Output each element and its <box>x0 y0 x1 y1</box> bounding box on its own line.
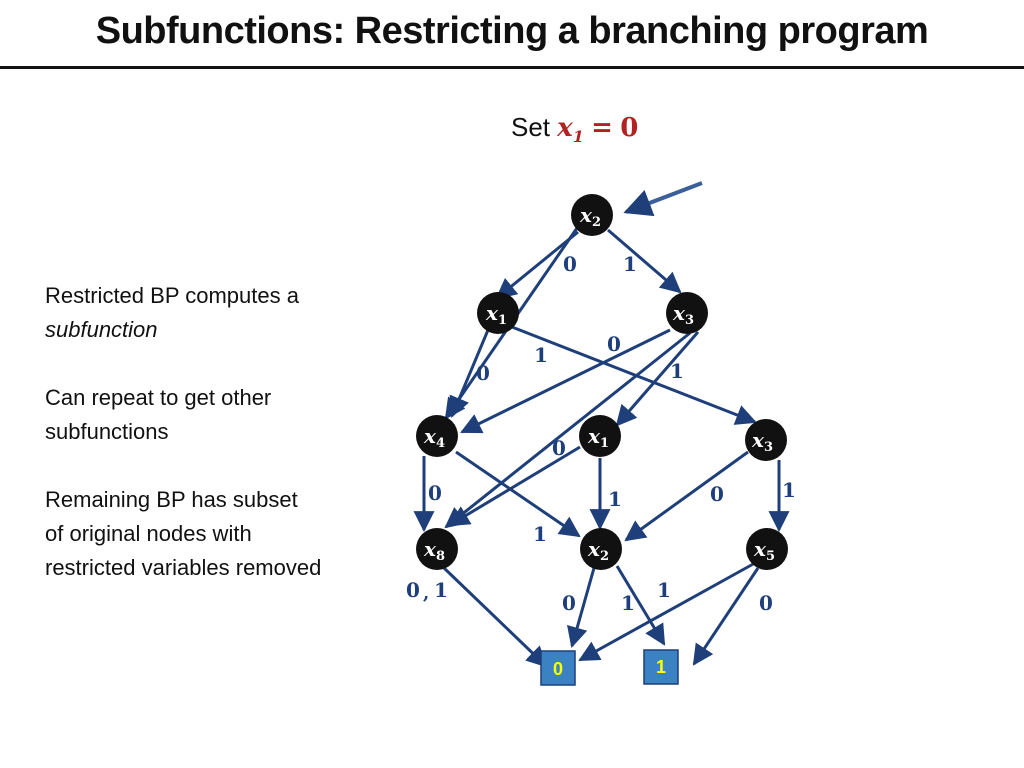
pointer-arrow <box>626 183 702 212</box>
svg-text:x3: $x_3$ <box>673 301 694 328</box>
svg-text:x2: $x_2$ <box>580 203 601 230</box>
node-x2-middle <box>580 528 622 570</box>
edge-label: 0 <box>562 591 576 615</box>
edge-x3-x4 <box>462 330 670 432</box>
node-x1-left <box>477 292 519 334</box>
edge-x2-x3 <box>608 230 680 292</box>
svg-text:x4: $x_4$ <box>424 424 445 451</box>
svg-text:x3: $x_3$ <box>752 428 773 455</box>
edge-x5-one <box>694 568 758 664</box>
set-prefix: Set <box>511 112 551 142</box>
edge-label: 0 <box>428 481 442 505</box>
set-equals: = <box>591 113 613 143</box>
node-x8 <box>416 528 458 570</box>
sink-one-label: 1 <box>655 657 667 677</box>
edge-label: 0 <box>710 482 724 506</box>
edge-label: 1 <box>621 591 635 615</box>
svg-text:x2: $x_2$ <box>588 537 609 564</box>
para-remaining-line1: Remaining BP has subset <box>45 487 298 512</box>
edge-label: 0 <box>476 361 490 385</box>
edge-x3rr-x2m <box>626 452 748 540</box>
para-repeat-line1: Can repeat to get other <box>45 385 272 410</box>
node-x1-middle <box>579 415 621 457</box>
para-repeat-line2: subfunctions <box>45 419 169 444</box>
node-x2-root <box>571 194 613 236</box>
edge-label: 1 <box>534 343 548 367</box>
edge-label: 1 <box>782 478 796 502</box>
para-remaining-line2: of original nodes with <box>45 521 252 546</box>
svg-text:x1: $x_1$ <box>588 424 609 451</box>
sink-one <box>644 650 678 684</box>
node-x5 <box>746 528 788 570</box>
set-var-subscript: 1 <box>572 127 584 147</box>
edge-label: 0 <box>552 436 566 460</box>
svg-text:x8: $x_8$ <box>424 537 445 564</box>
para-restricted-line2: subfunction <box>45 317 158 342</box>
svg-text:x5: $x_5$ <box>754 537 775 564</box>
para-restricted-line1: Restricted BP computes a <box>45 283 299 308</box>
para-remaining-line3: restricted variables removed <box>45 555 322 580</box>
node-x4 <box>416 415 458 457</box>
edge-label: 1 <box>623 252 637 276</box>
edge-label: 0 <box>607 332 621 356</box>
svg-text:x1: $x_1$ <box>486 301 507 328</box>
edge-x3-x1m <box>617 332 698 425</box>
edge-label: 0 <box>759 591 773 615</box>
edge-x8-zero <box>444 568 546 666</box>
node-x3-far-right <box>745 419 787 461</box>
edge-label: 1 <box>608 487 622 511</box>
set-var-letter: x <box>557 113 573 143</box>
edge-label: 0 <box>406 578 420 602</box>
set-value: 0 <box>620 113 639 143</box>
slide-title: Subfunctions: Restricting a branching program <box>95 10 929 52</box>
sink-zero <box>541 651 575 685</box>
edge-label-comma: , <box>423 583 430 604</box>
edge-label: 1 <box>670 359 684 383</box>
edge-label: 0 <box>563 252 577 276</box>
edge-x4-x2m <box>456 452 579 536</box>
edge-label: 1 <box>657 578 671 602</box>
edge-label: 1 <box>533 522 547 546</box>
edge-label: 1 <box>434 578 448 602</box>
node-x3-right <box>666 292 708 334</box>
sink-zero-label: 0 <box>552 659 564 679</box>
